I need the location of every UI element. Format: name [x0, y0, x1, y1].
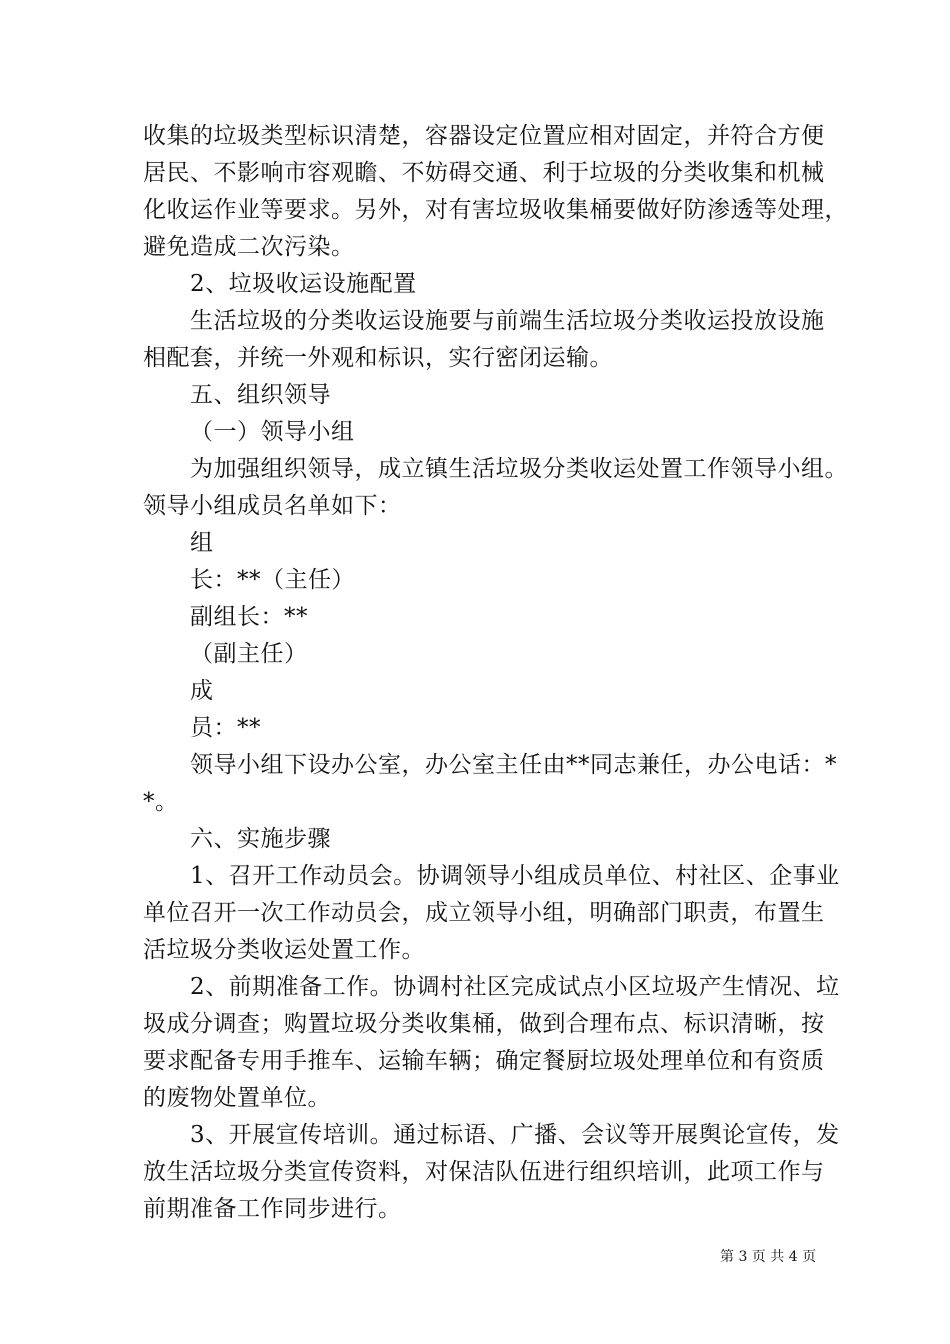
text-line: 避免造成二次污染。	[143, 234, 355, 260]
member-role: 副组长：**	[190, 604, 308, 630]
text-line: 放生活垃圾分类宣传资料，对保洁队伍进行组织培训，此项工作与	[143, 1159, 825, 1185]
text-line: 1、召开工作动员会。协调领导小组成员单位、村社区、企事业	[190, 863, 840, 889]
member-role: 长：**（主任）	[190, 567, 355, 593]
text-line: 前期准备工作同步进行。	[143, 1196, 402, 1222]
text-line: 要求配备专用手推车、运输车辆；确定餐厨垃圾处理单位和有资质	[143, 1048, 825, 1074]
text-line: 生活垃圾的分类收运设施要与前端生活垃圾分类收运投放设施	[190, 308, 825, 334]
text-line: 收集的垃圾类型标识清楚，容器设定位置应相对固定，并符合方便	[143, 123, 825, 149]
text-line: 为加强组织领导，成立镇生活垃圾分类收运处置工作领导小组。	[190, 456, 848, 482]
member-role: （副主任）	[190, 641, 308, 667]
text-line: 单位召开一次工作动员会，成立领导小组，明确部门职责，布置生	[143, 900, 825, 926]
text-line: 活垃圾分类收运处置工作。	[143, 937, 425, 963]
member-role: 组	[190, 530, 214, 556]
text-line: 的废物处置单位。	[143, 1085, 331, 1111]
member-role: 员：**	[190, 715, 261, 741]
text-line: 3、开展宣传培训。通过标语、广播、会议等开展舆论宣传，发	[190, 1122, 840, 1148]
section-heading: 2、垃圾收运设施配置	[190, 271, 417, 297]
section-heading: 六、实施步骤	[190, 826, 331, 852]
text-line: 领导小组成员名单如下：	[143, 493, 402, 519]
text-line: 居民、不影响市容观瞻、不妨碍交通、利于垃圾的分类收集和机械	[143, 160, 825, 186]
section-heading: 五、组织领导	[190, 382, 331, 408]
subsection-heading: （一）领导小组	[190, 419, 355, 445]
text-line: 化收运作业等要求。另外，对有害垃圾收集桶要做好防渗透等处理，	[143, 197, 848, 223]
text-line: 领导小组下设办公室，办公室主任由**同志兼任，办公电话：*	[190, 752, 837, 778]
text-line: 圾成分调查；购置垃圾分类收集桶，做到合理布点、标识清晰，按	[143, 1011, 825, 1037]
text-line: 相配套，并统一外观和标识，实行密闭运输。	[143, 345, 613, 371]
member-role: 成	[190, 678, 214, 704]
text-line: 2、前期准备工作。协调村社区完成试点小区垃圾产生情况、垃	[190, 974, 840, 1000]
page-number: 第 3 页 共 4 页	[720, 1249, 817, 1265]
text-line: *。	[143, 789, 179, 815]
